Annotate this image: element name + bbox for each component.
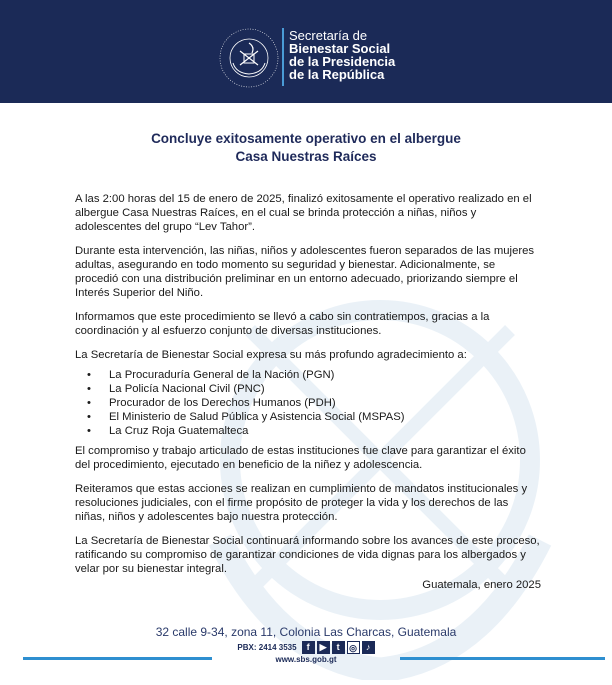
facebook-icon[interactable]: f xyxy=(302,641,315,654)
guatemala-seal-logo xyxy=(218,27,280,89)
list-item: • La Policía Nacional Civil (PNC) xyxy=(75,382,541,396)
list-item: • La Cruz Roja Guatemalteca xyxy=(75,424,541,438)
paragraph: La Secretaría de Bienestar Social continuará informando sobre los avances de este proceso, ratificando su compromiso de garantizar condiciones de vida dignas para los albergados y velar por su bienestar integral. xyxy=(75,535,540,575)
youtube-icon[interactable]: ▶ xyxy=(317,641,330,654)
divider xyxy=(282,28,284,86)
brand-name: Secretaría de Bienestar Social de la Presidencia de la República xyxy=(289,28,396,82)
instagram-icon[interactable]: ◎ xyxy=(347,641,360,654)
footer-bar-left xyxy=(23,657,212,660)
footer-address: 32 calle 9-34, zona 11, Colonia Las Charcas, Guatemala xyxy=(155,625,457,639)
list-item: • El Ministerio de Salud Pública y Asistencia Social (MSPAS) xyxy=(75,410,541,424)
footer-bar-right xyxy=(400,657,605,660)
tiktok-icon[interactable]: ♪ xyxy=(362,641,375,654)
paragraph: Durante esta intervención, las niñas, niños y adolescentes fueron separados de las mujeres adultas, asegurando en todo momento su seguridad y bienestar. Adicionalmente, se procedió con una distribución preliminar en un entorno adecuado, priorizando siempre el Interés Superior del Niño. xyxy=(75,245,535,299)
press-release-body xyxy=(75,192,541,592)
paragraph: Reiteramos que estas acciones se realizan en cumplimiento de mandatos institucionales y resoluciones judiciales, con el firme propósito de proteger la vida y los derechos de las niñas, niños y adolescentes bajo nuestra protección. xyxy=(75,483,528,523)
page-title: Concluye exitosamente operativo en el albergue Casa Nuestras Raíces xyxy=(151,131,461,164)
pbx-number: PBX: 2414 3535 xyxy=(237,643,297,652)
paragraph: El compromiso y trabajo articulado de estas instituciones fue clave para garantizar el éxito del procedimiento, ejecutado en beneficio de la niñez y adolescencia. xyxy=(75,445,526,471)
twitter-icon[interactable]: t xyxy=(332,641,345,654)
list-item: • Procurador de los Derechos Humanos (PDH) xyxy=(75,396,541,410)
list-item: • La Procuraduría General de la Nación (PGN) xyxy=(75,368,541,382)
footer-contact xyxy=(0,641,612,654)
signature: Guatemala, enero 2025 xyxy=(422,579,541,591)
header xyxy=(0,0,612,103)
website-link[interactable]: www.sbs.gob.gt xyxy=(275,655,337,664)
institutions-list xyxy=(75,368,541,438)
paragraph: La Secretaría de Bienestar Social expresa su más profundo agradecimiento a: xyxy=(75,349,467,361)
paragraph: Informamos que este procedimiento se llevó a cabo sin contratiempos, gracias a la coordinación y al esfuerzo conjunto de diversas instituciones. xyxy=(75,311,490,337)
paragraph: A las 2:00 horas del 15 de enero de 2025, finalizó exitosamente el operativo realizado en el albergue Casa Nuestras Raíces, en el cual se brinda protección a niñas, niños y adolescentes del grupo “Lev Tahor”. xyxy=(75,193,532,233)
